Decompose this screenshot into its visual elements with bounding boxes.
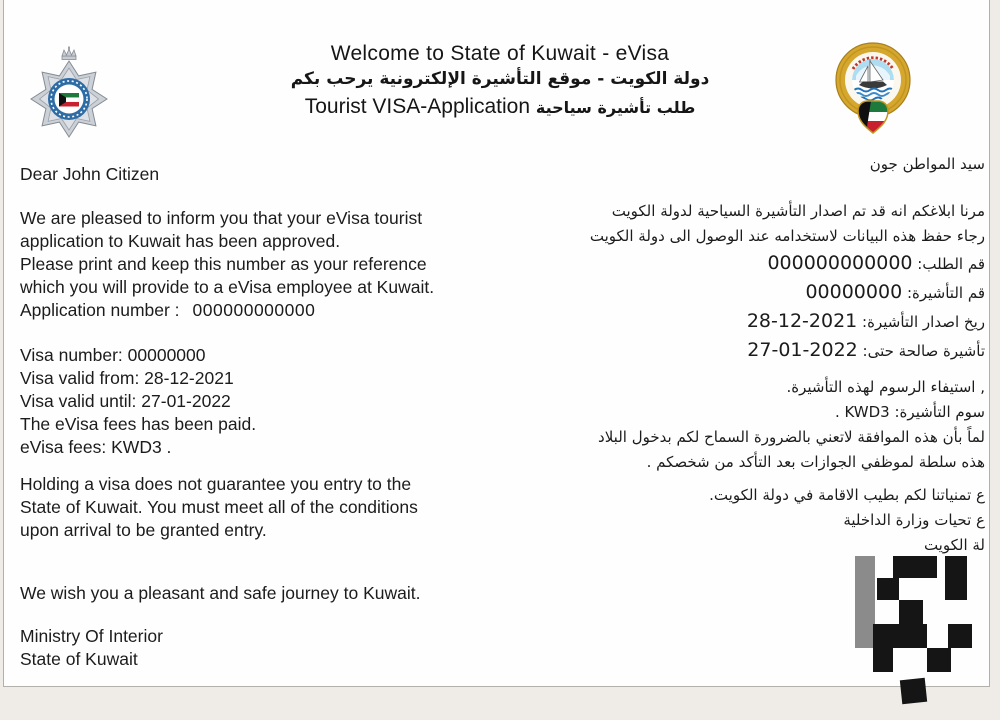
field-label: تأشيرة صالحة حتى:	[862, 342, 985, 360]
visa-valid-from-line: Visa valid from: 28-12-2021	[20, 368, 234, 388]
field-value: 000000000000	[767, 252, 913, 274]
closing-line-arabic: ع تحيات وزارة الداخلية	[843, 511, 985, 529]
wish-line: We wish you a pleasant and safe journey to Kuwait.	[20, 583, 421, 603]
visa-number-line: Visa number: 00000000	[20, 345, 206, 365]
fees-paid-line: The eVisa fees has been paid.	[20, 414, 257, 434]
visa-valid-until-line: Visa valid until: 27-01-2022	[20, 391, 231, 411]
salutation-arabic: سيد المواطن جون	[869, 155, 985, 173]
signature-ministry: Ministry Of Interior	[20, 626, 163, 646]
field-value: 00000000	[805, 281, 903, 303]
closing-line-arabic: ع تمنياتنا لكم بطيب الاقامة في دولة الكويت.	[709, 486, 985, 504]
field-value: 2021-12-28	[746, 310, 858, 332]
body-line-arabic: مرنا ابلاغكم انه قد تم اصدار التأشيرة السياحية لدولة الكويت	[611, 202, 985, 220]
evisa-fees-line-arabic	[540, 400, 985, 425]
field-label: قم التأشيرة:	[906, 284, 985, 302]
application-number-value: 000000000000	[192, 300, 316, 320]
conditions-line: upon arrival to be granted entry.	[20, 520, 267, 540]
body-line: application to Kuwait has been approved.	[20, 231, 341, 251]
conditions-line-arabic: لماً بأن هذه الموافقة لاتعني بالضرورة السماح لكم بدخول البلاد	[598, 428, 985, 446]
body-line-arabic: رجاء حفظ هذه البيانات لاستخدامه عند الوصول الى دولة الكويت	[589, 227, 985, 245]
application-title-en: Tourist VISA-Application	[304, 95, 531, 118]
salutation: Dear John Citizen	[20, 164, 160, 184]
page-title: Welcome to State of Kuwait - eVisa	[330, 42, 670, 65]
body-line: which you will provide to a eVisa employee at Kuwait.	[20, 277, 435, 297]
page-title-arabic: دولة الكويت - موقع التأشيرة الإلكترونية يرحب بكم	[290, 69, 710, 89]
body-line: We are pleased to inform you that your eVisa tourist	[20, 208, 423, 228]
application-number-label: Application number :	[20, 300, 180, 320]
application-title	[0, 95, 1000, 119]
conditions-line-arabic: هذه سلطة لموظفي الجوازات بعد التأكد من شخصكم .	[646, 453, 985, 471]
application-number-line	[20, 299, 496, 322]
field-label: ريخ اصدار التأشيرة:	[862, 313, 985, 331]
english-letter-body	[20, 163, 496, 671]
issue-date-line-arabic	[540, 307, 985, 336]
field-value: 2022-01-27	[747, 339, 858, 361]
evisa-fees-line: eVisa fees: KWD3 .	[20, 437, 172, 457]
conditions-line: Holding a visa does not guarantee you entry to the	[20, 474, 412, 494]
conditions-line: State of Kuwait. You must meet all of the conditions	[20, 497, 418, 517]
application-title-ar: طلب تأشيرة سياحية	[535, 98, 696, 117]
body-line: Please print and keep this number as your reference	[20, 254, 427, 274]
field-label: قم الطلب:	[917, 255, 985, 273]
valid-until-line-arabic	[540, 336, 985, 365]
field-value: KWD3 .	[834, 403, 890, 421]
application-number-line-arabic	[540, 249, 985, 278]
visa-number-line-arabic	[540, 278, 985, 307]
field-label: سوم التأشيرة:	[894, 403, 985, 421]
closing-line-arabic: لة الكويت	[923, 536, 985, 554]
signature-state: State of Kuwait	[20, 649, 138, 669]
arabic-letter-body	[540, 152, 985, 558]
fees-paid-line-arabic: , استيفاء الرسوم لهذه التأشيرة.	[786, 378, 985, 396]
